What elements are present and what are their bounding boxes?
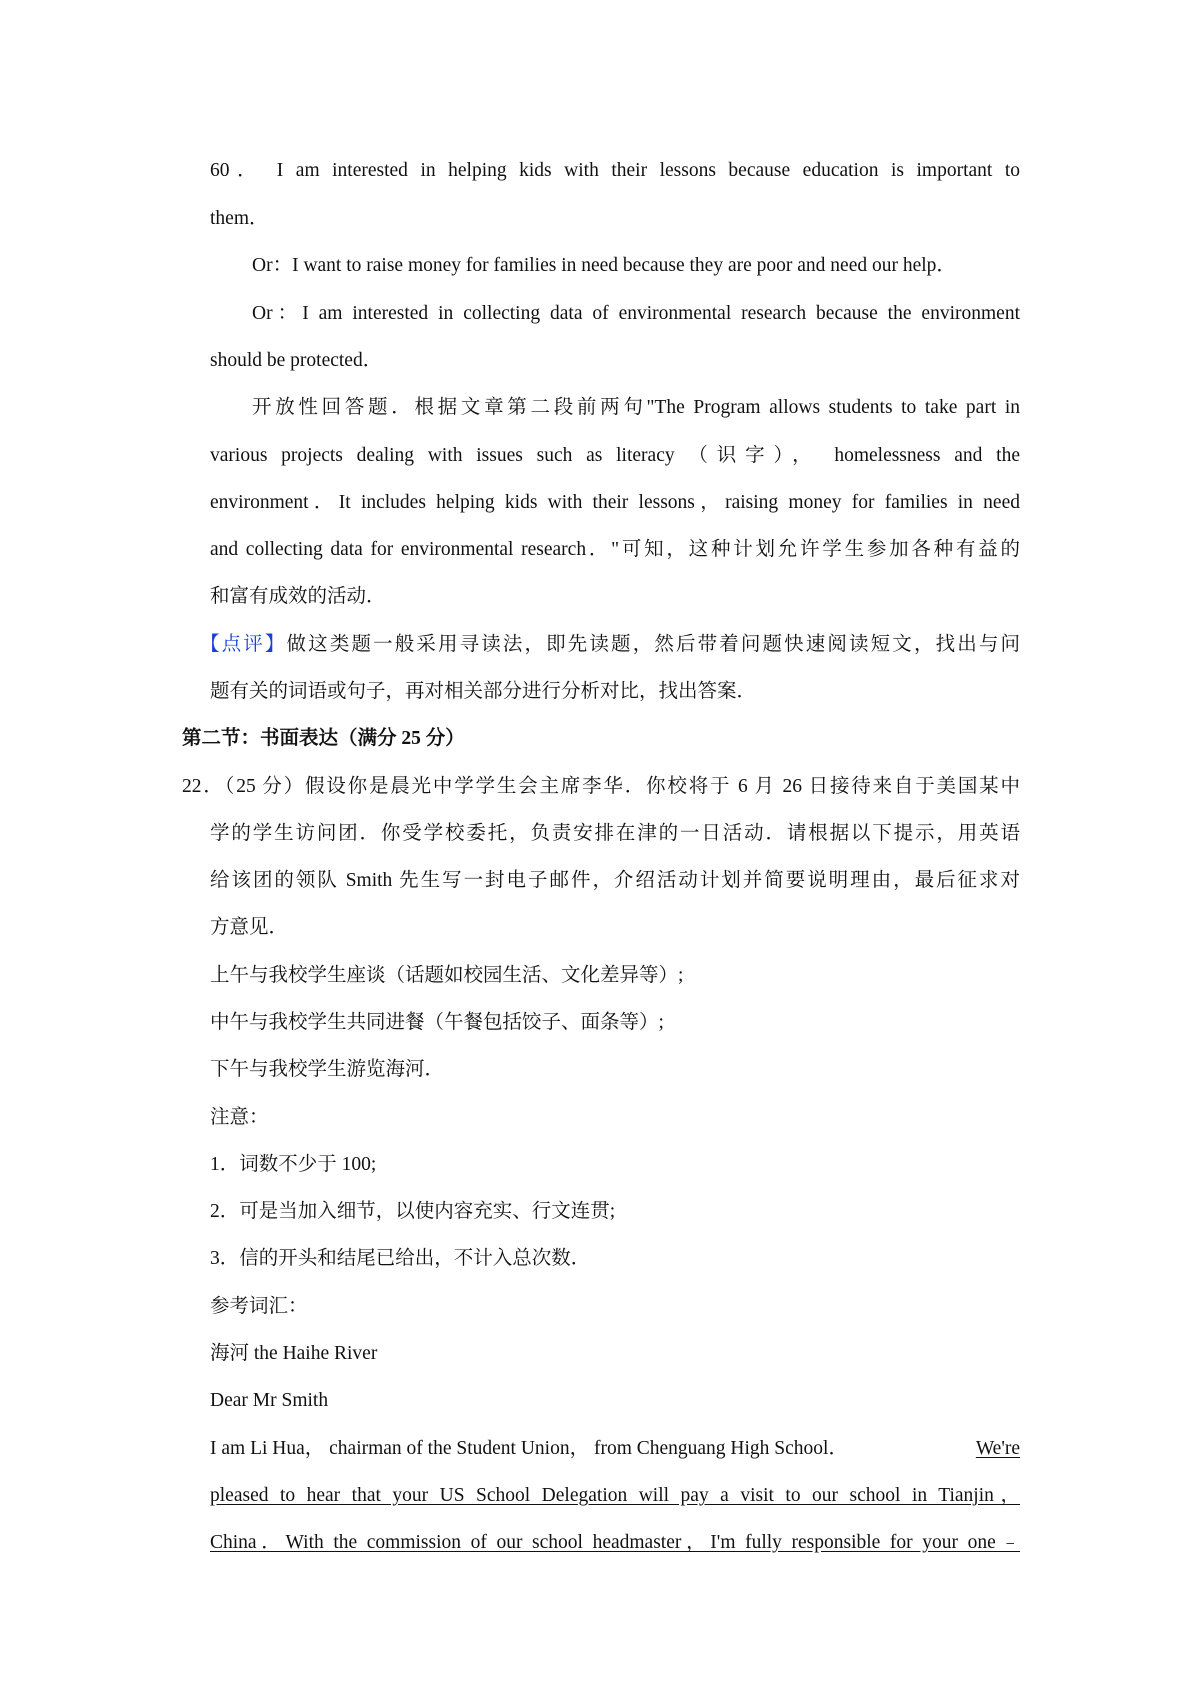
vocab-item: 海河 the Haihe River [210, 1343, 378, 1364]
question-22-line-1: 22．（25 分）假设你是晨光中学学生会主席李华．你校将于 6 月 26 日接待来自于美国某中 [182, 776, 1020, 797]
letter-line-1 [210, 1439, 1020, 1459]
section-heading: 第二节：书面表达（满分 25 分） [182, 728, 465, 749]
comment-line-1 [200, 635, 1020, 655]
analysis-line-1: 开放性回答题．根据文章第二段前两句"The Program allows students to take part in [252, 397, 1020, 418]
note-3: 3．信的开头和结尾已给出，不计入总次数． [210, 1248, 591, 1269]
answer-60-alt-1: Or：I want to raise money for families in need because they are poor and need our help． [252, 255, 956, 276]
comment-text-1: 做这类题一般采用寻读法，即先读题，然后带着问题快速阅读短文，找出与问 [286, 634, 1020, 655]
analysis-line-3: environment．It includes helping kids with their lessons，raising money for families in need [210, 492, 1020, 513]
letter-intro: I am Li Hua， chairman of the Student Union， from Chenguang High School． [210, 1438, 848, 1459]
answer-60-alt-2-line-1: Or：I am interested in collecting data of environmental research because the environment [252, 303, 1020, 324]
letter-answer-start: We're [975, 1438, 1020, 1459]
hint-morning: 上午与我校学生座谈（话题如校园生活、文化差异等）; [210, 965, 684, 986]
comment-tag: 【点评】 [200, 634, 287, 655]
comment-line-2: 题有关的词语或句子，再对相关部分进行分析对比，找出答案． [210, 681, 757, 702]
note-2: 2．可是当加入细节，以使内容充实、行文连贯; [210, 1201, 616, 1222]
answer-60-alt-2-line-2: should be protected． [210, 350, 383, 371]
notes-label: 注意： [210, 1107, 269, 1128]
analysis-line-2: various projects dealing with issues such as literacy （识字）， homelessness and the [210, 445, 1020, 466]
question-22-line-3: 给该团的领队 Smith 先生写一封电子邮件，介绍活动计划并简要说明理由，最后征求对 [210, 870, 1020, 891]
analysis-line-4: and collecting data for environmental research．"可知，这种计划允许学生参加各种有益的 [210, 539, 1020, 560]
hint-afternoon: 下午与我校学生游览海河． [210, 1059, 445, 1080]
note-1: 1．词数不少于 100; [210, 1154, 377, 1175]
question-22-line-2: 学的学生访问团．你受学校委托，负责安排在津的一日活动．请根据以下提示，用英语 [210, 823, 1020, 844]
letter-answer-line-2: pleased to hear that your US School Delegation will pay a visit to our school in Tianjin， [210, 1485, 1020, 1506]
answer-60-line-1: 60． I am interested in helping kids with their lessons because education is important to [210, 160, 1020, 181]
letter-answer-line-3: China．With the commission of our school headmaster，I'm fully responsible for your one﹣ [210, 1532, 1020, 1553]
letter-salutation: Dear Mr Smith [210, 1390, 329, 1411]
question-22-line-4: 方意见． [210, 917, 289, 938]
vocab-label: 参考词汇： [210, 1296, 308, 1317]
hint-noon: 中午与我校学生共同进餐（午餐包括饺子、面条等）; [210, 1012, 664, 1033]
answer-60-line-2: them． [210, 208, 269, 229]
analysis-line-5: 和富有成效的活动． [210, 586, 386, 607]
